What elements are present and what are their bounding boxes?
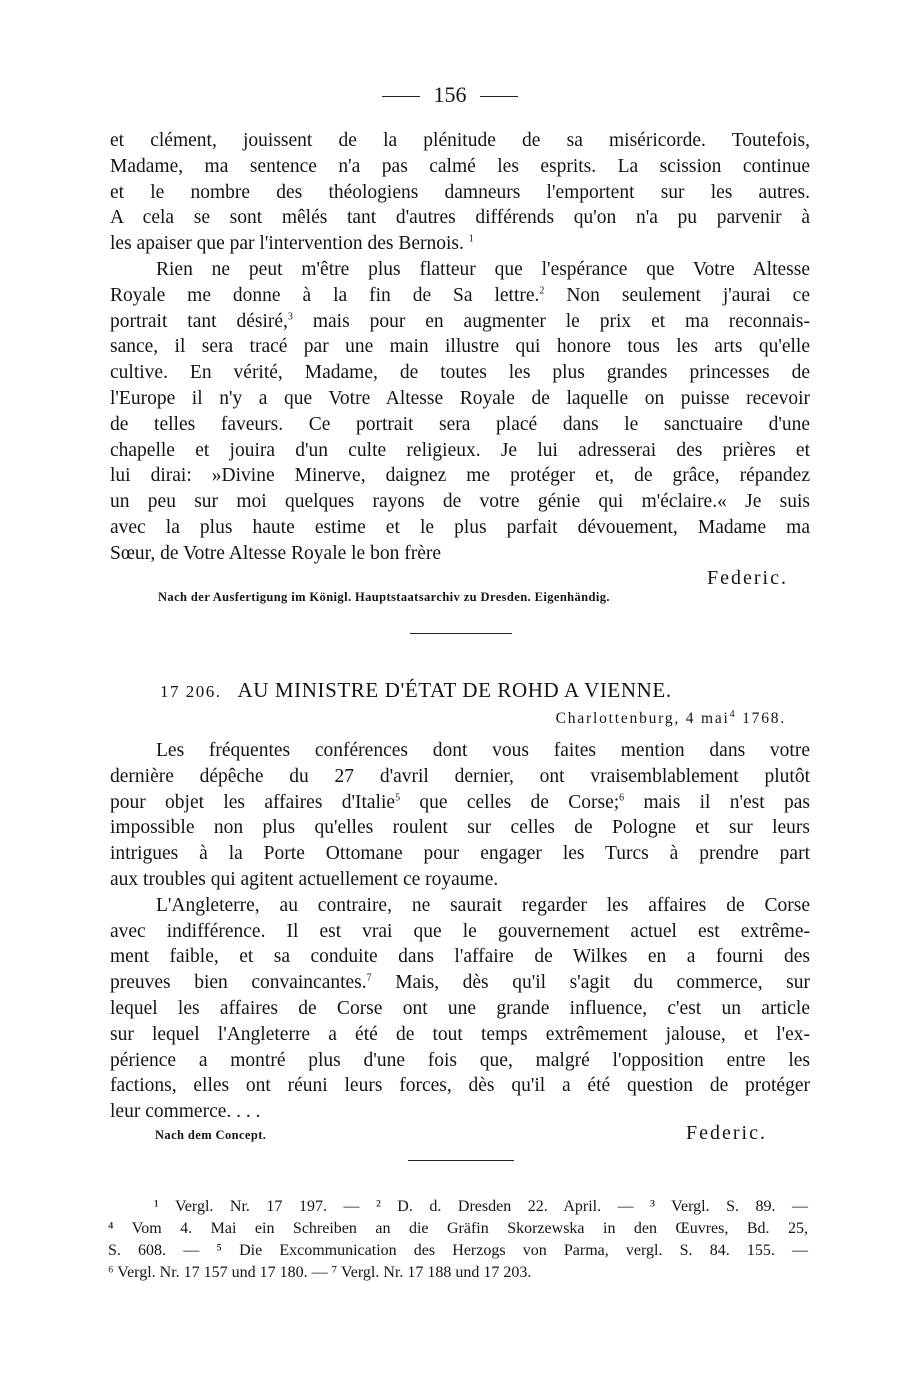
letter1-paragraph-1 <box>110 128 810 257</box>
text-fragment: preuves bien convaincantes. <box>110 972 367 994</box>
text-line: dernière dépêche du 27 d'avril dernier, ont vraisemblablement plutôt <box>110 765 810 787</box>
text-line: chapelle et jouira d'un culte religieux. Je lui adresserai des prières et <box>110 439 810 461</box>
letter1-source-note: Nach der Ausfertigung im Königl. Hauptstaatsarchiv zu Dresden. Eigenhändig. <box>158 589 610 604</box>
letter2-heading <box>110 678 810 703</box>
text-line: avec indifférence. Il est vrai que le gouvernement actuel est extrême- <box>110 920 810 942</box>
text-line: L'Angleterre, au contraire, ne saurait regarder les affaires de Corse <box>156 894 810 916</box>
text-fragment: mais il n'est pas <box>643 791 810 813</box>
text-fragment: Royale me donne à la fin de Sa lettre. <box>110 284 540 306</box>
letter2-signature: Federic. <box>686 1122 767 1144</box>
footnote-marker: 6 <box>619 792 625 804</box>
text-line <box>110 970 810 996</box>
text-line: ment faible, et sa conduite dans l'affaire de Wilkes en a fourni des <box>110 946 810 968</box>
letter2-body <box>110 738 810 1125</box>
text-line: factions, elles ont réuni leurs forces, dès qu'il a été question de protéger <box>110 1075 810 1097</box>
text-line <box>110 283 810 309</box>
text-line: leur commerce. . . . <box>110 1101 261 1123</box>
letter2-paragraph-2-cont <box>110 919 810 1125</box>
text-fragment: que celles de Corse; <box>419 791 620 813</box>
text-line: lui dirai: »Divine Minerve, daignez me protéger et, de grâce, répandez <box>110 465 810 487</box>
text-fragment: les apaiser que par l'intervention des Bernois. <box>110 233 464 255</box>
text-line: périence a montré plus d'une fois que, malgré l'opposition entre les <box>110 1049 810 1071</box>
text-line: lequel les affaires de Corse ont une grande influence, c'est un article <box>110 997 810 1019</box>
footnote-marker: 2 <box>539 285 545 297</box>
letter1-signature: Federic. <box>707 566 788 589</box>
letter2-dateline <box>110 710 786 728</box>
footnote-line: ⁴ Vom 4. Mai ein Schreiben an die Gräfin Skorzewska in den Œuvres, Bd. 25, <box>108 1220 808 1237</box>
letter2-paragraph-2 <box>110 893 810 919</box>
footnote-marker: 4 <box>729 708 737 720</box>
footnote-marker: 3 <box>287 311 293 323</box>
header-dash-left <box>382 96 420 97</box>
text-line: sur lequel l'Angleterre a été de tout temps extrêmement jalouse, et l'ex- <box>110 1023 810 1045</box>
letter1-paragraph-2-cont <box>110 283 810 567</box>
text-line: intrigues à la Porte Ottomane pour engager les Turcs à prendre part <box>110 843 810 865</box>
footnote-marker: 1 <box>468 233 474 245</box>
date-year: 1768. <box>742 710 786 727</box>
text-line: Sœur, de Votre Altesse Royale le bon frère <box>110 542 442 564</box>
text-fragment: portrait tant désiré, <box>110 310 288 332</box>
text-fragment: pour objet les affaires d'Italie <box>110 791 396 813</box>
header-dash-right <box>480 96 518 97</box>
text-line <box>110 231 810 257</box>
text-line: aux troubles qui agitent actuellement ce royaume. <box>110 868 499 890</box>
footnote-line: ⁶ Vergl. Nr. 17 157 und 17 180. — ⁷ Vergl. Nr. 17 188 und 17 203. <box>108 1264 532 1281</box>
letter2-paragraph-1-cont <box>110 764 810 893</box>
text-line <box>110 790 810 816</box>
letter-title: AU MINISTRE D'ÉTAT DE ROHD A VIENNE. <box>237 678 672 702</box>
text-line: Madame, ma sentence n'a pas calmé les esprits. La scission continue <box>110 155 810 177</box>
text-line: et le nombre des théologiens damneurs l'emportent sur les autres. <box>110 181 810 203</box>
letter2-paragraph-1 <box>110 738 810 764</box>
page-number: 156 <box>433 82 467 107</box>
text-line: de telles faveurs. Ce portrait sera placé dans le sanctuaire d'une <box>110 413 810 435</box>
letter2-source-note: Nach dem Concept. <box>155 1128 267 1142</box>
date-place: Charlottenburg, 4 mai <box>555 710 730 727</box>
text-line: impossible non plus qu'elles roulent sur celles de Pologne et sur leurs <box>110 817 810 839</box>
page-header <box>0 80 900 110</box>
text-fragment: Mais, dès qu'il s'agit du commerce, sur <box>395 972 811 994</box>
text-line: et clément, jouissent de la plénitude de sa miséricorde. Toutefois, <box>110 130 810 151</box>
text-fragment: mais pour en augmenter le prix et ma reconnais- <box>312 310 810 332</box>
footnote-line: S. 608. — ⁵ Die Excommunication des Herzogs von Parma, vergl. S. 84. 155. — <box>108 1242 808 1259</box>
footnote-marker: 5 <box>395 792 401 804</box>
text-line: avec la plus haute estime et le plus parfait dévouement, Madame ma <box>110 516 810 538</box>
footnotes <box>108 1196 808 1284</box>
text-line: un peu sur moi quelques rayons de votre génie qui m'éclaire.« Je suis <box>110 491 810 513</box>
footnote-line: ¹ Vergl. Nr. 17 197. — ² D. d. Dresden 22. April. — ³ Vergl. S. 89. — <box>154 1198 808 1215</box>
text-line: Rien ne peut m'être plus flatteur que l'espérance que Votre Altesse <box>156 258 810 280</box>
letter-number: 17 206. <box>160 682 222 701</box>
text-line: A cela se sont mêlés tant d'autres différends qu'on n'a pu parvenir à <box>110 207 810 229</box>
footnote-divider <box>408 1160 514 1161</box>
text-line: sance, il sera tracé par une main illustre qui honore tous les arts qu'elle <box>110 336 810 358</box>
letter1-body <box>110 128 810 605</box>
text-line: l'Europe il n'y a que Votre Altesse Royale de laquelle on puisse recevoir <box>110 387 810 409</box>
text-line <box>110 309 810 335</box>
letter1-paragraph-2 <box>110 257 810 283</box>
text-line: Les fréquentes conférences dont vous faites mention dans votre <box>156 740 810 761</box>
text-fragment: Non seulement j'aurai ce <box>566 284 810 306</box>
section-divider <box>410 633 512 634</box>
footnote-marker: 7 <box>366 972 372 984</box>
text-line: cultive. En vérité, Madame, de toutes les plus grandes princesses de <box>110 362 810 384</box>
